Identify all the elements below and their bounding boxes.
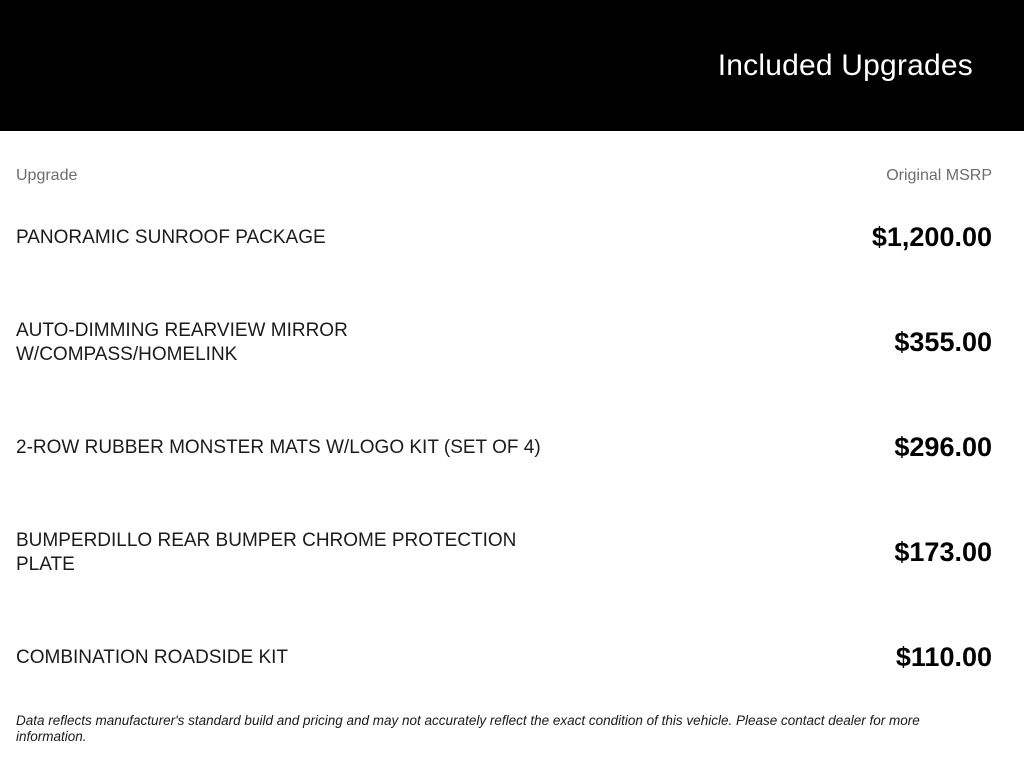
upgrade-price: $296.00 — [894, 432, 992, 462]
upgrade-name: PANORAMIC SUNROOF PACKAGE — [16, 226, 326, 248]
table-column-headers — [16, 131, 992, 185]
upgrade-name: BUMPERDILLO REAR BUMPER CHROME PROTECTION PLATE — [16, 529, 517, 575]
disclaimer-text: Data reflects manufacturer's standard build and pricing and may not accurately reflect the exact condition of this vehicle. Please contact dealer for more information. — [16, 713, 920, 744]
column-header-original-msrp: Original MSRP — [886, 167, 992, 184]
upgrade-price: $173.00 — [894, 537, 992, 567]
table-row — [16, 395, 992, 500]
upgrade-price: $355.00 — [894, 327, 992, 357]
upgrade-name: COMBINATION ROADSIDE KIT — [16, 646, 289, 668]
upgrade-price: $1,200.00 — [871, 222, 992, 252]
table-row — [16, 605, 992, 710]
upgrade-price: $110.00 — [895, 642, 992, 672]
banner — [0, 0, 1024, 131]
table-row — [16, 500, 992, 605]
upgrades-table — [0, 131, 1024, 710]
upgrade-name: 2-ROW RUBBER MONSTER MATS W/LOGO KIT (SET OF 4) — [16, 436, 541, 458]
page-title: Included Upgrades — [717, 48, 973, 82]
table-row — [16, 290, 992, 395]
column-header-upgrade: Upgrade — [16, 167, 78, 184]
upgrade-name: AUTO-DIMMING REARVIEW MIRROR W/COMPASS/HOMELINK — [16, 319, 348, 365]
table-row — [16, 185, 992, 290]
